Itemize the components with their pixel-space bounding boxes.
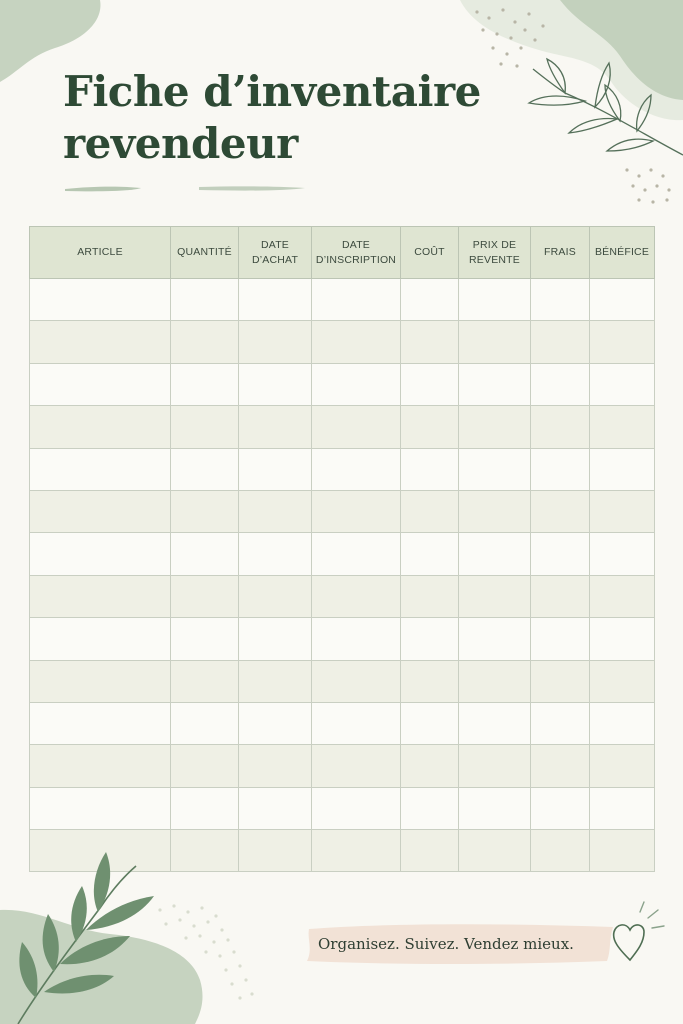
table-cell[interactable] [401, 448, 459, 490]
table-cell[interactable] [30, 533, 171, 575]
column-header-date-inscription: DATE D’INSCRIPTION [312, 227, 401, 279]
table-cell[interactable] [30, 618, 171, 660]
table-cell[interactable] [531, 830, 590, 872]
table-cell[interactable] [401, 406, 459, 448]
table-cell[interactable] [401, 533, 459, 575]
table-cell[interactable] [312, 660, 401, 702]
table-cell[interactable] [30, 448, 171, 490]
table-cell[interactable] [171, 406, 239, 448]
table-cell[interactable] [531, 618, 590, 660]
table-cell[interactable] [239, 490, 312, 532]
table-cell[interactable] [590, 363, 655, 405]
table-cell[interactable] [171, 618, 239, 660]
table-cell[interactable] [459, 830, 531, 872]
table-row [30, 448, 655, 490]
table-cell[interactable] [401, 702, 459, 744]
table-cell[interactable] [171, 702, 239, 744]
table-cell[interactable] [30, 745, 171, 787]
table-cell[interactable] [312, 406, 401, 448]
table-cell[interactable] [459, 618, 531, 660]
table-cell[interactable] [239, 787, 312, 829]
table-cell[interactable] [459, 660, 531, 702]
table-row [30, 575, 655, 617]
table-row [30, 490, 655, 532]
table-cell[interactable] [401, 745, 459, 787]
table-cell[interactable] [171, 448, 239, 490]
table-row [30, 702, 655, 744]
table-cell[interactable] [171, 490, 239, 532]
table-cell[interactable] [459, 448, 531, 490]
table-cell[interactable] [531, 660, 590, 702]
table-cell[interactable] [531, 533, 590, 575]
table-cell[interactable] [30, 279, 171, 321]
table-cell[interactable] [590, 745, 655, 787]
table-row [30, 279, 655, 321]
title-line-2: revendeur [63, 119, 298, 168]
table-cell[interactable] [401, 321, 459, 363]
table-cell[interactable] [590, 279, 655, 321]
table-cell[interactable] [590, 787, 655, 829]
table-row [30, 406, 655, 448]
table-cell[interactable] [312, 702, 401, 744]
table-row [30, 321, 655, 363]
table-cell[interactable] [30, 406, 171, 448]
table-cell[interactable] [590, 321, 655, 363]
table-cell[interactable] [590, 406, 655, 448]
table-cell[interactable] [401, 830, 459, 872]
page-title [63, 66, 481, 170]
table-row [30, 787, 655, 829]
table-cell[interactable] [30, 321, 171, 363]
table-cell[interactable] [531, 575, 590, 617]
table-cell[interactable] [531, 745, 590, 787]
table-cell[interactable] [239, 321, 312, 363]
table-cell[interactable] [312, 363, 401, 405]
table-cell[interactable] [459, 575, 531, 617]
table-cell[interactable] [312, 575, 401, 617]
table-cell[interactable] [531, 702, 590, 744]
table-cell[interactable] [30, 490, 171, 532]
column-header-quantite: QUANTITÉ [171, 227, 239, 279]
table-cell[interactable] [590, 533, 655, 575]
table-cell[interactable] [401, 490, 459, 532]
column-header-cout: COÛT [401, 227, 459, 279]
table-cell[interactable] [590, 448, 655, 490]
table-cell[interactable] [590, 702, 655, 744]
table-cell[interactable] [531, 321, 590, 363]
table-cell[interactable] [239, 363, 312, 405]
table-cell[interactable] [459, 406, 531, 448]
table-cell[interactable] [171, 745, 239, 787]
column-header-frais: FRAIS [531, 227, 590, 279]
table-cell[interactable] [239, 575, 312, 617]
table-cell[interactable] [239, 406, 312, 448]
column-header-prix-revente: PRIX DE REVENTE [459, 227, 531, 279]
table-cell[interactable] [459, 363, 531, 405]
table-row [30, 533, 655, 575]
column-header-date-achat: DATE D’ACHAT [239, 227, 312, 279]
table-body [30, 279, 655, 872]
table-cell[interactable] [459, 321, 531, 363]
table-cell[interactable] [459, 490, 531, 532]
table-cell[interactable] [30, 787, 171, 829]
table-cell[interactable] [459, 745, 531, 787]
table-cell[interactable] [590, 830, 655, 872]
table-cell[interactable] [531, 787, 590, 829]
table-cell[interactable] [239, 830, 312, 872]
table-cell[interactable] [531, 490, 590, 532]
table-cell[interactable] [459, 787, 531, 829]
table-cell[interactable] [312, 279, 401, 321]
table-cell[interactable] [459, 702, 531, 744]
table-cell[interactable] [590, 575, 655, 617]
table-cell[interactable] [171, 787, 239, 829]
column-header-benefice: BÉNÉFICE [590, 227, 655, 279]
table-cell[interactable] [171, 660, 239, 702]
table-cell[interactable] [401, 618, 459, 660]
table-cell[interactable] [590, 618, 655, 660]
table-cell[interactable] [239, 448, 312, 490]
table-row [30, 660, 655, 702]
leaf-branch-top-right [525, 55, 683, 165]
table-cell[interactable] [401, 363, 459, 405]
title-underline-brush [63, 184, 308, 194]
table-cell[interactable] [590, 490, 655, 532]
table-row [30, 363, 655, 405]
heart-icon [610, 900, 672, 968]
table-row [30, 745, 655, 787]
leaf-branch-bottom-left [10, 838, 160, 1024]
table-cell[interactable] [171, 575, 239, 617]
table-cell[interactable] [401, 279, 459, 321]
table-cell[interactable] [171, 830, 239, 872]
table-cell[interactable] [531, 448, 590, 490]
tagline: Organisez. Suivez. Vendez mieux. [318, 935, 574, 953]
table-cell[interactable] [239, 618, 312, 660]
table-cell[interactable] [401, 660, 459, 702]
table-cell[interactable] [312, 787, 401, 829]
table-cell[interactable] [239, 745, 312, 787]
table-cell[interactable] [459, 279, 531, 321]
table-cell[interactable] [30, 702, 171, 744]
table-cell[interactable] [312, 533, 401, 575]
table-cell[interactable] [30, 363, 171, 405]
table-cell[interactable] [401, 575, 459, 617]
table-cell[interactable] [312, 490, 401, 532]
table-header-row [30, 227, 655, 279]
table-cell[interactable] [239, 702, 312, 744]
table-row [30, 618, 655, 660]
table-cell[interactable] [459, 533, 531, 575]
table-cell[interactable] [531, 406, 590, 448]
table-cell[interactable] [30, 660, 171, 702]
table-cell[interactable] [239, 279, 312, 321]
table-cell[interactable] [171, 279, 239, 321]
table-cell[interactable] [239, 533, 312, 575]
column-header-article: ARTICLE [30, 227, 171, 279]
table-cell[interactable] [312, 448, 401, 490]
title-line-1: Fiche d’inventaire [63, 67, 481, 116]
table-cell[interactable] [171, 533, 239, 575]
table-cell[interactable] [590, 660, 655, 702]
table-cell[interactable] [30, 575, 171, 617]
table-cell[interactable] [312, 830, 401, 872]
table-cell[interactable] [171, 363, 239, 405]
table-cell[interactable] [401, 787, 459, 829]
table-cell[interactable] [531, 279, 590, 321]
table-cell[interactable] [171, 321, 239, 363]
table-cell[interactable] [312, 745, 401, 787]
table-cell[interactable] [531, 363, 590, 405]
table-cell[interactable] [239, 660, 312, 702]
inventory-table [29, 226, 655, 872]
table-cell[interactable] [312, 618, 401, 660]
table-cell[interactable] [312, 321, 401, 363]
